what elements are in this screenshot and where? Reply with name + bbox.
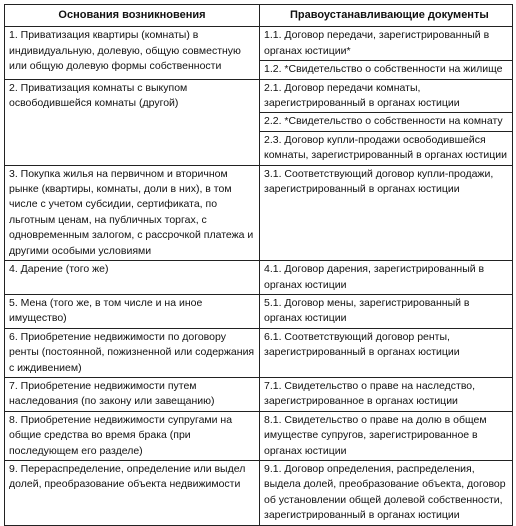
basis-cell: 5. Мена (того же, в том числе и на иное имущество)	[5, 294, 260, 328]
property-documents-table	[4, 4, 513, 526]
table-row	[5, 27, 513, 61]
basis-cell: 1. Приватизация квартиры (комнаты) в индивидуальную, долевую, общую совместную или общую долевую формы собственности	[5, 27, 260, 79]
document-cell: 2.2. *Свидетельство о собственности на комнату	[260, 113, 513, 131]
basis-cell: 4. Дарение (того же)	[5, 261, 260, 295]
basis-cell: 6. Приобретение недвижимости по договору ренты (постоянной, пожизненной или содержания с иждивением)	[5, 328, 260, 377]
document-cell: 9.1. Договор определения, распределения, выдела долей, преобразование объекта, договор об установлении общей долевой собственности, зарегистрированный в органах юстиции	[260, 460, 513, 525]
document-cell: 1.1. Договор передачи, зарегистрированный в органах юстиции*	[260, 27, 513, 61]
header-basis: Основания возникновения	[5, 5, 260, 27]
table-row	[5, 460, 513, 525]
document-cell: 8.1. Свидетельство о праве на долю в общем имуществе супругов, зарегистрированное в органах юстиции	[260, 411, 513, 460]
document-cell: 1.2. *Свидетельство о собственности на жилище	[260, 61, 513, 79]
basis-cell: 3. Покупка жилья на первичном и вторичном рынке (квартиры, комнаты, доли в них), в том числе с учетом субсидии, сертификата, по льготным ценам, на публичных торгах, с одновременным залогом, с рассрочкой платежа и другими особыми условиями	[5, 165, 260, 260]
header-row	[5, 5, 513, 27]
document-cell: 4.1. Договор дарения, зарегистрированный в органах юстиции	[260, 261, 513, 295]
table-row	[5, 165, 513, 260]
basis-cell: 7. Приобретение недвижимости путем наследования (по закону или завещанию)	[5, 377, 260, 411]
document-cell: 2.3. Договор купли-продажи освободившейся комнаты, зарегистрированный в органах юстиции	[260, 131, 513, 165]
basis-cell: 9. Перераспределение, определение или выдел долей, преобразование объекта недвижимости	[5, 460, 260, 525]
basis-cell: 8. Приобретение недвижимости супругами на общие средства во время брака (при последующем его разделе)	[5, 411, 260, 460]
table-row	[5, 377, 513, 411]
document-cell: 2.1. Договор передачи комнаты, зарегистрированный в органах юстиции	[260, 79, 513, 113]
basis-cell: 2. Приватизация комнаты с выкупом освободившейся комнаты (другой)	[5, 79, 260, 165]
table-row	[5, 261, 513, 295]
table-row	[5, 294, 513, 328]
document-cell: 3.1. Соответствующий договор купли-продажи, зарегистрированный в органах юстиции	[260, 165, 513, 260]
document-cell: 6.1. Соответствующий договор ренты, зарегистрированный в органах юстиции	[260, 328, 513, 377]
table-row	[5, 79, 513, 113]
document-cell: 7.1. Свидетельство о праве на наследство, зарегистрированное в органах юстиции	[260, 377, 513, 411]
table-row	[5, 411, 513, 460]
table-row	[5, 328, 513, 377]
document-cell: 5.1. Договор мены, зарегистрированный в органах юстиции	[260, 294, 513, 328]
header-documents: Правоустанавливающие документы	[260, 5, 513, 27]
